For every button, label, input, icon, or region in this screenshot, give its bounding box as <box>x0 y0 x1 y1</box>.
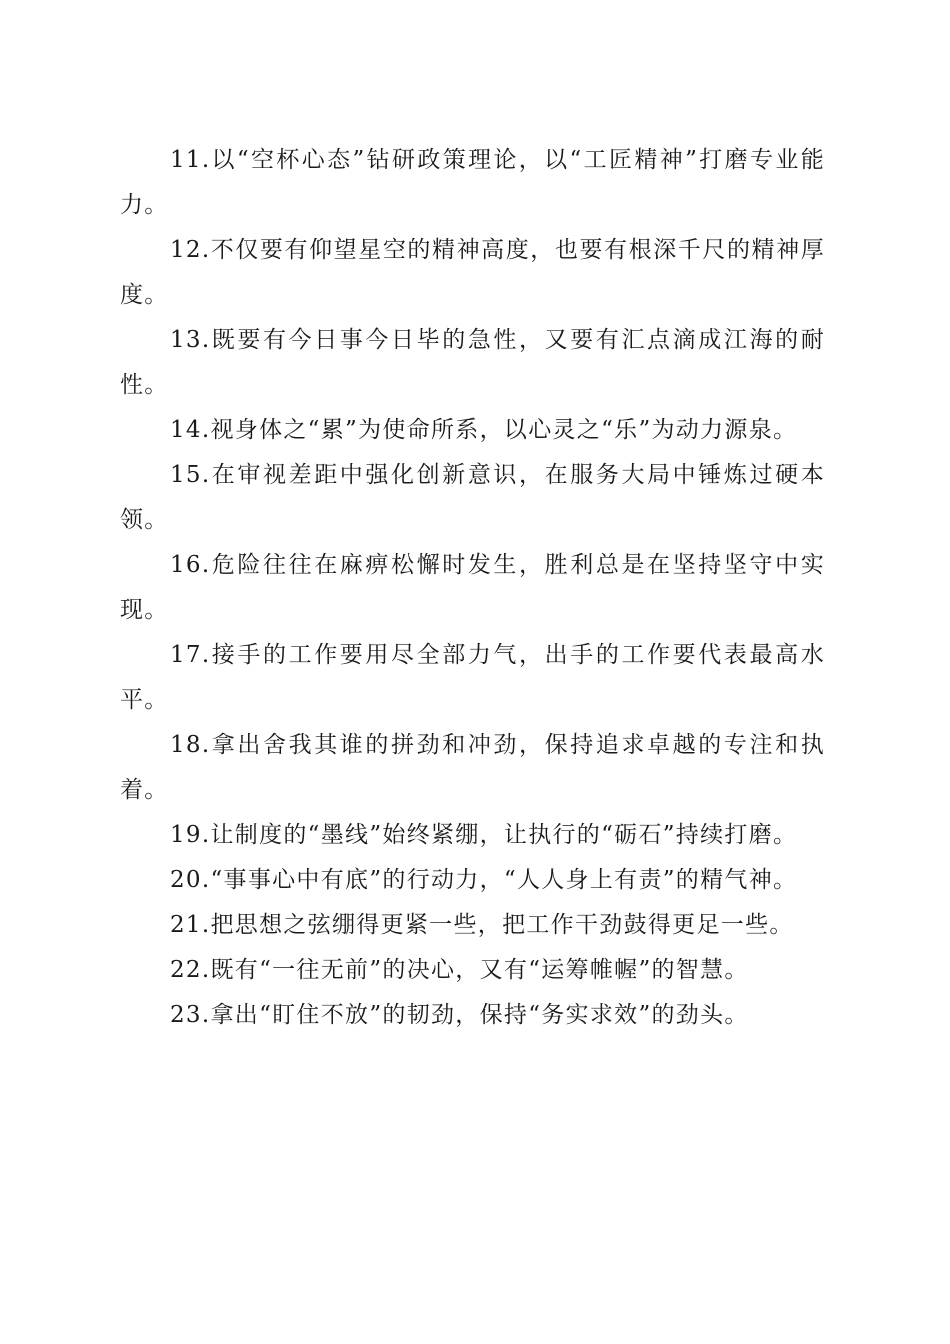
list-item-20: 20.“事事心中有底”的行动力，“人人身上有责”的精气神。 <box>170 867 798 893</box>
list-item-17: 17.接手的工作要用尽全部力气，出手的工作要代表最高水平。 <box>120 642 825 713</box>
list-item-13: 13.既要有今日事今日毕的急性，又要有汇点滴成江海的耐性。 <box>120 327 825 398</box>
list-item-16: 16.危险往往在麻痹松懈时发生，胜利总是在坚持坚守中实现。 <box>120 552 825 623</box>
document-body <box>120 138 825 1038</box>
list-item-11: 11.以“空杯心态”钻研政策理论，以“工匠精神”打磨专业能力。 <box>120 147 825 218</box>
list-item-18: 18.拿出舍我其谁的拼劲和冲劲，保持追求卓越的专注和执着。 <box>120 732 825 803</box>
list-item-23: 23.拿出“盯住不放”的韧劲，保持“务实求效”的劲头。 <box>170 1002 749 1028</box>
list-item-21: 21.把思想之弦绷得更紧一些，把工作干劲鼓得更足一些。 <box>170 912 794 938</box>
list-item-19: 19.让制度的“墨线”始终紧绷，让执行的“砺石”持续打磨。 <box>170 822 798 848</box>
list-item-14: 14.视身体之“累”为使命所系，以心灵之“乐”为动力源泉。 <box>170 417 798 443</box>
list-item-12: 12.不仅要有仰望星空的精神高度，也要有根深千尺的精神厚度。 <box>120 237 825 308</box>
list-item-15: 15.在审视差距中强化创新意识，在服务大局中锤炼过硬本领。 <box>120 462 825 533</box>
list-item-22: 22.既有“一往无前”的决心，又有“运筹帷幄”的智慧。 <box>170 957 749 983</box>
